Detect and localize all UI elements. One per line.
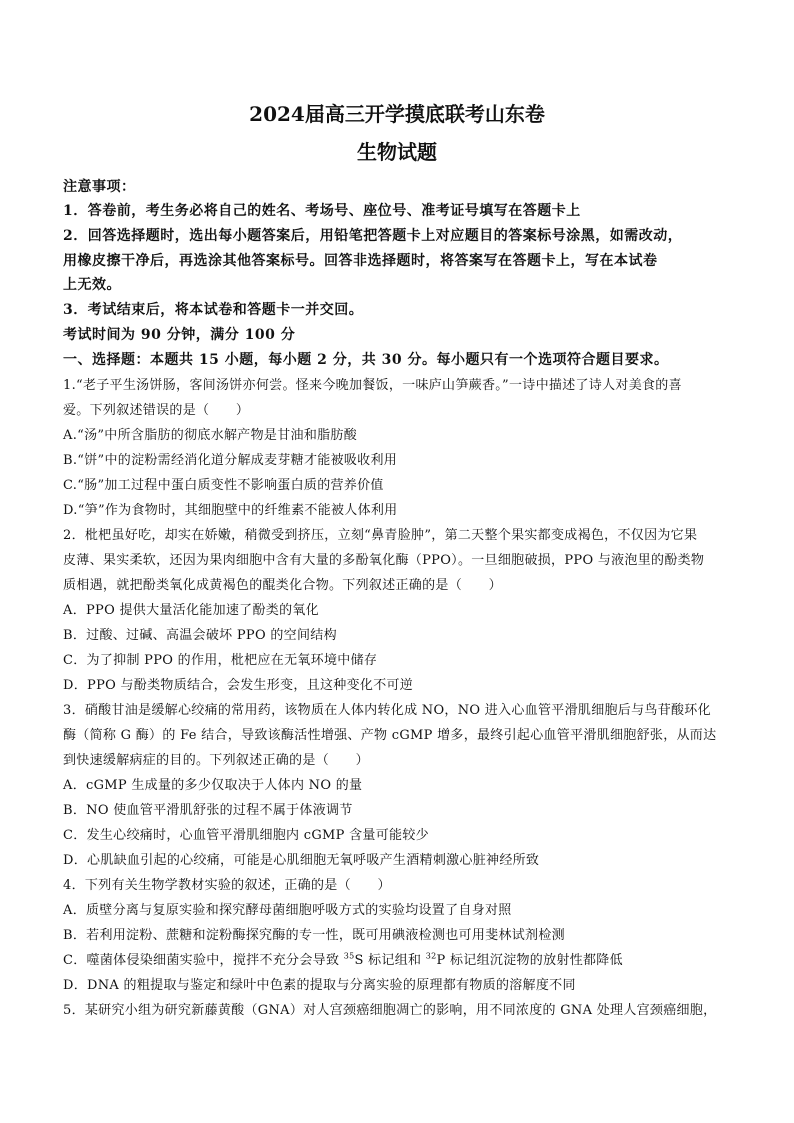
q5-stem-line-1: 5．某研究小组为研究新藤黄酸（GNA）对人宫颈癌细胞凋亡的影响，用不同浓度的 GNA 处理人宫颈癌细胞， (63, 1003, 717, 1018)
note-1: 1．答卷前，考生务必将自己的姓名、考场号、座位号、准考证号填写在答题卡上 (63, 203, 581, 219)
q4-option-b: B．若利用淀粉、蔗糖和淀粉酶探究酶的专一性，既可用碘液检测也可用斐林试剂检测 (63, 928, 565, 943)
q3-option-c: C．发生心绞痛时，心血管平滑肌细胞内 cGMP 含量可能较少 (63, 828, 429, 843)
note-2-line-3: 上无效。 (63, 277, 121, 293)
q1-stem-line-2: 爱。下列叙述错误的是（ ） (63, 403, 250, 418)
exam-time: 考试时间为 90 分钟，满分 100 分 (63, 327, 296, 343)
q3-option-a: A．cGMP 生成量的多少仅取决于人体内 NO 的量 (63, 778, 363, 793)
q3-stem-line-1: 3．硝酸甘油是缓解心绞痛的常用药，该物质在人体内转化成 NO，NO 进入心血管平滑肌细胞后与鸟苷酸环化 (63, 703, 711, 718)
note-2-line-1: 2．回答选择题时，选出每小题答案后，用铅笔把答题卡上对应题目的答案标号涂黑，如需改动， (63, 228, 683, 244)
q4-stem: 4．下列有关生物学教材实验的叙述，正确的是（ ） (63, 878, 391, 893)
note-3: 3．考试结束后，将本试卷和答题卡一并交回。 (63, 302, 364, 318)
q4-option-d: D．DNA 的粗提取与鉴定和绿叶中色素的提取与分离实验的原理都有物质的溶解度不同 (63, 978, 576, 993)
q2-option-a: A．PPO 提供大量活化能加速了酚类的氧化 (63, 603, 319, 618)
q3-option-b: B．NO 使血管平滑肌舒张的过程不属于体液调节 (63, 803, 353, 818)
q3-stem-line-3: 到快速缓解病症的目的。下列叙述正确的是（ ） (63, 753, 369, 768)
q4-option-a: A．质壁分离与复原实验和探究酵母菌细胞呼吸方式的实验均设置了自身对照 (63, 903, 512, 918)
notes-heading: 注意事项： (63, 179, 136, 195)
q2-option-c: C．为了抑制 PPO 的作用，枇杷应在无氧环境中储存 (63, 653, 378, 668)
q1-option-b: B.“饼”中的淀粉需经消化道分解成麦芽糖才能被吸收利用 (63, 453, 398, 468)
exam-subtitle: 生物试题 (357, 140, 437, 164)
q2-stem-line-1: 2．枇杷虽好吃，却实在娇嫩，稍微受到挤压，立刻“鼻青脸肿”，第二天整个果实都变成褐色，不仅因为它果 (63, 528, 698, 543)
q1-option-a: A.“汤”中所含脂肪的彻底水解产物是甘油和脂肪酸 (63, 428, 358, 443)
note-2-line-2: 用橡皮擦干净后，再选涂其他答案标号。回答非选择题时，将答案写在答题卡上，写在本试卷 (63, 253, 658, 269)
exam-title: 2024届高三开学摸底联考山东卷 (249, 102, 545, 126)
q4-option-c: C．噬菌体侵染细菌实验中，搅拌不充分会导致 $^{35}$S 标记组和 $^{32}$P 标记组沉淀物的放射性都降低 (63, 951, 623, 968)
q1-option-c: C.“肠”加工过程中蛋白质变性不影响蛋白质的营养价值 (63, 478, 384, 493)
q1-stem-line-1: 1.“老子平生汤饼肠，客间汤饼亦何尝。怪来今晚加餐饭，一味庐山笋蕨香。”一诗中描述了诗人对美食的喜 (63, 378, 682, 393)
q3-option-d: D．心肌缺血引起的心绞痛，可能是心肌细胞无氧呼吸产生酒精刺激心脏神经所致 (63, 853, 540, 868)
q2-stem-line-2: 皮薄、果实柔软，还因为果肉细胞中含有大量的多酚氧化酶（PPO）。一旦细胞破损，PPO 与液泡里的酚类物 (63, 553, 705, 568)
q1-option-d: D.“笋”作为食物时，其细胞壁中的纤维素不能被人体利用 (63, 503, 398, 518)
q2-option-d: D．PPO 与酚类物质结合，会发生形变，且这种变化不可逆 (63, 678, 414, 693)
section-1-heading: 一、选择题：本题共 15 小题，每小题 2 分，共 30 分。每小题只有一个选项符合题目要求。 (63, 352, 669, 368)
q2-option-b: B．过酸、过碱、高温会破坏 PPO 的空间结构 (63, 628, 337, 643)
q3-stem-line-2: 酶（简称 G 酶）的 Fe 结合，导致该酶活性增强、产物 cGMP 增多，最终引起心血管平滑肌细胞舒张，从而达 (63, 728, 717, 743)
q2-stem-line-3: 质相遇，就把酚类氧化成黄褐色的醌类化合物。下列叙述正确的是（ ） (63, 578, 502, 593)
